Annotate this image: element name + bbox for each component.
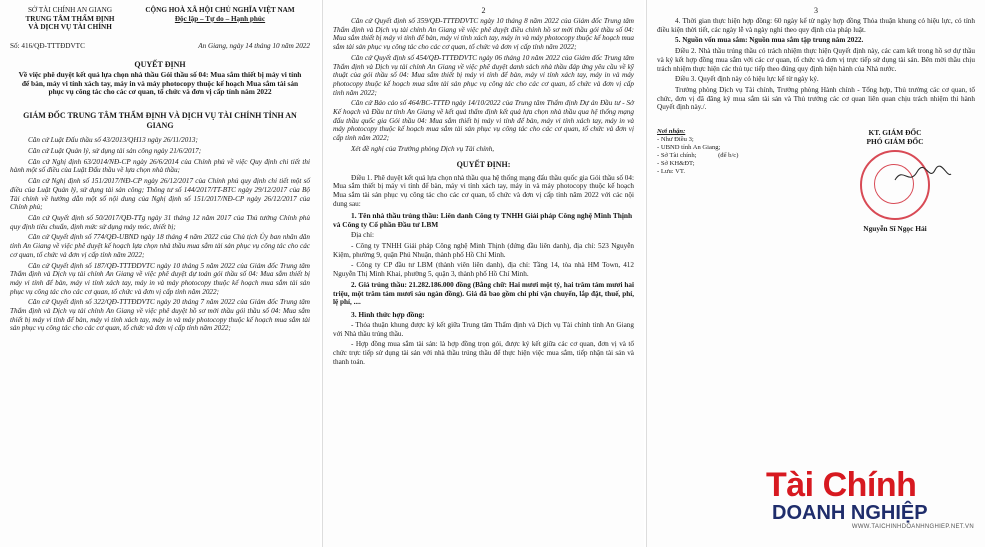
legal-basis-clause: Căn cứ Quyết định số 774/QĐ-UBND ngày 18 tháng 4 năm 2022 của Chủ tịch Ủy ban nhân dân tỉnh An Giang về việc phê duyệt kế hoạch lựa chọn nhà thầu mua sắm tài sản phục vụ công tác cho các cơ quan, tổ chức và đơn vị cấp tỉnh năm 2022; xyxy=(10,233,310,259)
recipients-block xyxy=(657,128,787,233)
contract-duration: 4. Thời gian thực hiện hợp đồng: 60 ngày kể từ ngày hợp đồng Thỏa thuận khung có hiệu lực, có tính điều kiện thời tiết, các ngày lễ và ngày nghỉ theo quy định của pháp luật. xyxy=(657,17,975,34)
legal-basis-clause: Căn cứ Nghị định 63/2014/NĐ-CP ngày 26/6/2014 của Chính phủ về việc Quy định chi tiết thi hành một số điều của Luật Đấu thầu về lựa chọn nhà thầu; xyxy=(10,157,310,175)
signature-block xyxy=(815,128,975,233)
document-page-1 xyxy=(0,0,320,547)
legal-basis-clause: Căn cứ Quyết định số 187/QĐ-TTTĐDVTC ngày 10 tháng 5 năm 2022 của Giám đốc Trung tâm Thẩm định và Dịch vụ tài chính An Giang về việc phê duyệt dự toán gói thầu số 04: Mua sắm thiết bị máy vi tính để bàn, máy vi tính xách tay, máy in và máy photocopy thuộc kế hoạch mua sắm tài sản phục vụ công tác cho các cơ quan, tổ chức và đơn vị cấp tỉnh năm 2022; xyxy=(10,261,310,296)
recipients-heading: Nơi nhận: xyxy=(657,128,686,136)
recipient-3: - Sở Tài chính; (để b/c) xyxy=(657,152,739,160)
logo-wordmark-bottom: DOANH NGHIỆP xyxy=(772,502,928,524)
contract-form-paragraph-1: - Thỏa thuận khung được ký kết giữa Trung tâm Thẩm định và Dịch vụ Tài chính tỉnh An Giang với Nhà thầu trúng thầu. xyxy=(333,320,634,338)
closing-paragraph: Trưởng phòng Dịch vụ Tài chính, Trưởng phòng Hành chính - Tổng hợp, Thủ trưởng các cơ quan, tổ chức, đơn vị đã đăng ký mua sắm tài sản và Thủ trưởng các cơ quan liên quan chịu trách nhiệm thi hành Quyết định này./. xyxy=(657,85,975,112)
document-subject: Về việc phê duyệt kết quả lựa chọn nhà thầu Gói thầu số 04: Mua sắm thiết bị máy vi tính để bàn, máy vi tính xách tay, máy in và máy photocopy thuộc kế hoạch Mua sắm tài sản phục vụ công tác cho các cơ quan, tổ chức và đơn vị cấp tỉnh năm 2022 xyxy=(18,69,302,97)
issuing-organization xyxy=(10,6,130,32)
legal-basis-clause: Căn cứ Quyết định số 322/QĐ-TTTĐDVTC ngày 20 tháng 7 năm 2022 của Giám đốc Trung tâm Thẩm định và Dịch vụ tài chính An Giang về việc phê duyệt hồ sơ mời thầu gói thầu số 04: Mua sắm thiết bị máy vi tính để bàn, máy vi tính xách tay, máy in và máy photocopy thuộc kế hoạch mua sắm tài sản phục vụ công tác cho các cơ quan, tổ chức và đơn vị cấp tỉnh năm 2022; xyxy=(10,298,310,333)
legal-basis-clause: Căn cứ Quyết định số 454/QĐ-TTTĐDVTC ngày 06 tháng 10 năm 2022 của Giám đốc Trung tâm Thẩm định và Dịch vụ tài chính An Giang về việc phê duyệt danh sách nhà thầu đáp ứng yêu cầu về kỹ thuật của gói thầu số 04: Mua sắm thiết bị máy vi tính để bàn, máy vi tính xách tay, máy in và máy photocopy thuộc kế hoạch mua sắm tài sản phục vụ công tác cho các cơ quan, tổ chức và đơn vị cấp tỉnh năm 2022; xyxy=(333,53,634,97)
recipient-5: - Lưu: VT. xyxy=(657,168,686,176)
funding-source: 5. Nguồn vốn mua sắm: Nguồn mua sắm tập trung năm 2022. xyxy=(675,36,864,45)
recipient-1: - Như Điều 3; xyxy=(657,136,694,144)
page-number: 3 xyxy=(814,6,818,15)
contract-form-heading: 3. Hình thức hợp đồng: xyxy=(351,309,425,319)
contract-form-paragraph-2: - Hợp đồng mua sắm tài sản: là hợp đồng trọn gói, được ký kết giữa các cơ quan, đơn vị và tổ chức trực tiếp sử dụng tài sản với nhà thầu trúng thầu để thực hiện việc mua sắm, tiếp nhận tài sản và thanh toán. xyxy=(333,340,634,366)
nation-line-2: Độc lập – Tự do – Hạnh phúc xyxy=(174,14,266,23)
document-header xyxy=(10,6,310,32)
legal-basis-list-continued xyxy=(333,17,634,154)
signature-area xyxy=(657,128,975,233)
handwritten-signature xyxy=(893,164,953,186)
national-heading xyxy=(130,6,310,32)
org-line-1: SỞ TÀI CHÍNH AN GIANG xyxy=(27,6,113,14)
director-title: GIÁM ĐỐC TRUNG TÂM THẨM ĐỊNH VÀ DỊCH VỤ TÀI CHÍNH TỈNH AN GIANG xyxy=(23,111,297,130)
nation-line-1: CỘNG HOÀ XÃ HỘI CHỦ NGHĨA VIỆT NAM xyxy=(145,6,295,14)
publisher-logo xyxy=(766,467,980,543)
logo-url: WWW.TAICHINHDOANHNGHIEP.NET.VN xyxy=(851,524,974,530)
decision-heading: QUYẾT ĐỊNH: xyxy=(456,159,511,169)
company-2-address: - Công ty CP đầu tư LBM (thành viên liên danh), địa chỉ: Tầng 14, tòa nhà HM Town, 412 Nguyễn Thị Minh Khai, phường 5, quận 3, thành phố Hồ Chí Minh. xyxy=(333,261,634,279)
sign-line-1: KT. GIÁM ĐỐC xyxy=(868,128,922,138)
company-1-address: - Công ty TNHH Giải pháp Công nghệ Minh Thịnh (đứng đầu liên danh), địa chỉ: 523 Nguyễn Kiệm, phường 9, quận Phú Nhuận, thành phố Hồ Chí Minh. xyxy=(333,242,634,259)
logo-wordmark-top: Tài Chính xyxy=(766,466,917,504)
legal-basis-clause: Căn cứ Quyết định số 50/2017/QĐ-TTg ngày 31 tháng 12 năm 2017 của Thủ tướng Chính phủ quy định tiêu chuẩn, định mức sử dụng máy móc, thiết bị; xyxy=(10,213,310,231)
legal-basis-clause: Căn cứ Luật Quản lý, sử dụng tài sản công ngày 21/6/2017; xyxy=(28,147,202,156)
org-line-2: TRUNG TÂM THẨM ĐỊNH xyxy=(25,14,115,23)
recipient-4: - Sở KH&ĐT; xyxy=(657,160,695,168)
logo-bottom-row xyxy=(766,502,980,524)
document-title: QUYẾT ĐỊNH xyxy=(134,59,186,69)
article-2: Điều 2. Nhà thầu trúng thầu có trách nhiệm thực hiện Quyết định này, các cam kết trong hồ sơ dự thầu và ký kết hợp đồng mua sắm với các cơ quan, tổ chức và đơn vị trực tiếp sử dụng tài sản. Bên mời thầu chịu trách nhiệm thực hiện các thủ tục tiếp theo đúng quy định hiện hành của Nhà nước. xyxy=(657,47,975,73)
recipient-2: - UBND tỉnh An Giang; xyxy=(657,144,721,152)
document-page-3 xyxy=(646,0,985,547)
document-meta xyxy=(10,42,310,50)
sign-line-2: PHÓ GIÁM ĐỐC xyxy=(866,137,924,147)
page-number: 2 xyxy=(481,6,486,15)
legal-basis-list xyxy=(10,136,310,333)
winning-bidder: 1. Tên nhà thầu trúng thầu: Liên danh Công ty TNHH Giải pháp Công nghệ Minh Thịnh và Công ty Cổ phần Đầu tư LBM xyxy=(333,211,633,230)
document-page-2 xyxy=(322,0,644,547)
document-date: An Giang, ngày 14 tháng 10 năm 2022 xyxy=(198,41,310,50)
legal-basis-clause: Căn cứ Nghị định số 151/2017/NĐ-CP ngày 26/12/2017 của Chính phủ quy định chi tiết một số điều của Luật Quản lý, sử dụng tài sản công; Thông tư số 144/2017/TT-BTC ngày 29/12/2017 của Bộ Tài chính về hướng dẫn một số nội dung của Nghị định số 151/2017/NĐ-CP ngày 26/12/2017 của Chính phủ; xyxy=(10,177,310,212)
legal-basis-clause: Căn cứ Quyết định số 359/QĐ-TTTĐDVTC ngày 10 tháng 8 năm 2022 của Giám đốc Trung tâm Thẩm định và Dịch vụ tài chính An Giang về việc phê duyệt điều chỉnh hồ sơ mời thầu gói thầu số 04: Mua sắm thiết bị máy vi tính để bàn, máy vi tính xách tay, máy in và máy photocopy thuộc kế hoạch mua sắm tài sản phục vụ công tác cho các cơ quan, tổ chức và đơn vị cấp tỉnh năm 2022; xyxy=(333,17,635,52)
recipients-note: (để b/c) xyxy=(718,152,739,160)
legal-basis-clause: Căn cứ Luật Đấu thầu số 43/2013/QH13 ngày 26/11/2013; xyxy=(28,136,198,145)
article-3: Điều 3. Quyết định này có hiệu lực kể từ ngày ký. xyxy=(675,75,819,84)
address-label: Địa chỉ: xyxy=(351,231,374,240)
document-number: Số: 416/QĐ-TTTĐDVTC xyxy=(10,41,85,50)
legal-basis-clause: Căn cứ Báo cáo số 464/BC-TTTĐ ngày 14/10/2022 của Trung tâm Thẩm định Dự án Đầu tư - Sở Kế hoạch và Đầu tư tỉnh An Giang về kết quả thẩm định kết quả lựa chọn nhà thầu qua hệ thống mạng đấu thầu quốc gia Gói thầu 04: Mua sắm thiết bị máy vi tính để bàn, máy vi tính xách tay, máy in và máy photocopy thuộc kế hoạch mua sắm tài sản phục vụ công tác cho các cơ quan, tổ chức và đơn vị cấp tỉnh năm 2022; xyxy=(333,99,634,143)
legal-basis-clause: Xét đề nghị của Trưởng phòng Dịch vụ Tài chính, xyxy=(351,144,495,153)
org-line-3: VÀ DỊCH VỤ TÀI CHÍNH xyxy=(28,23,112,32)
article-1: Điều 1. Phê duyệt kết quả lựa chọn nhà thầu qua hệ thống mạng đấu thầu quốc gia Gói thầu số 04: Mua sắm thiết bị máy vi tính để bàn, máy vi tính xách tay, máy in và máy photocopy thuộc kế hoạch Mua sắm tài sản phục vụ công tác cho các cơ quan, tổ chức và đơn vị cấp tỉnh năm 2022 với các nội dung sau: xyxy=(333,173,634,208)
winning-price: 2. Giá trúng thầu: 21.282.186.000 đồng (Bằng chữ: Hai mươi một tỷ, hai trăm tám mươi hai triệu, một trăm tám mươi sáu ngàn đồng). Giá đã bao gồm chi phí vận chuyển, lắp đặt, thuế, phí, lệ phí, .... xyxy=(333,280,634,307)
signer-name: Nguyễn Sĩ Ngọc Hải xyxy=(863,224,927,234)
